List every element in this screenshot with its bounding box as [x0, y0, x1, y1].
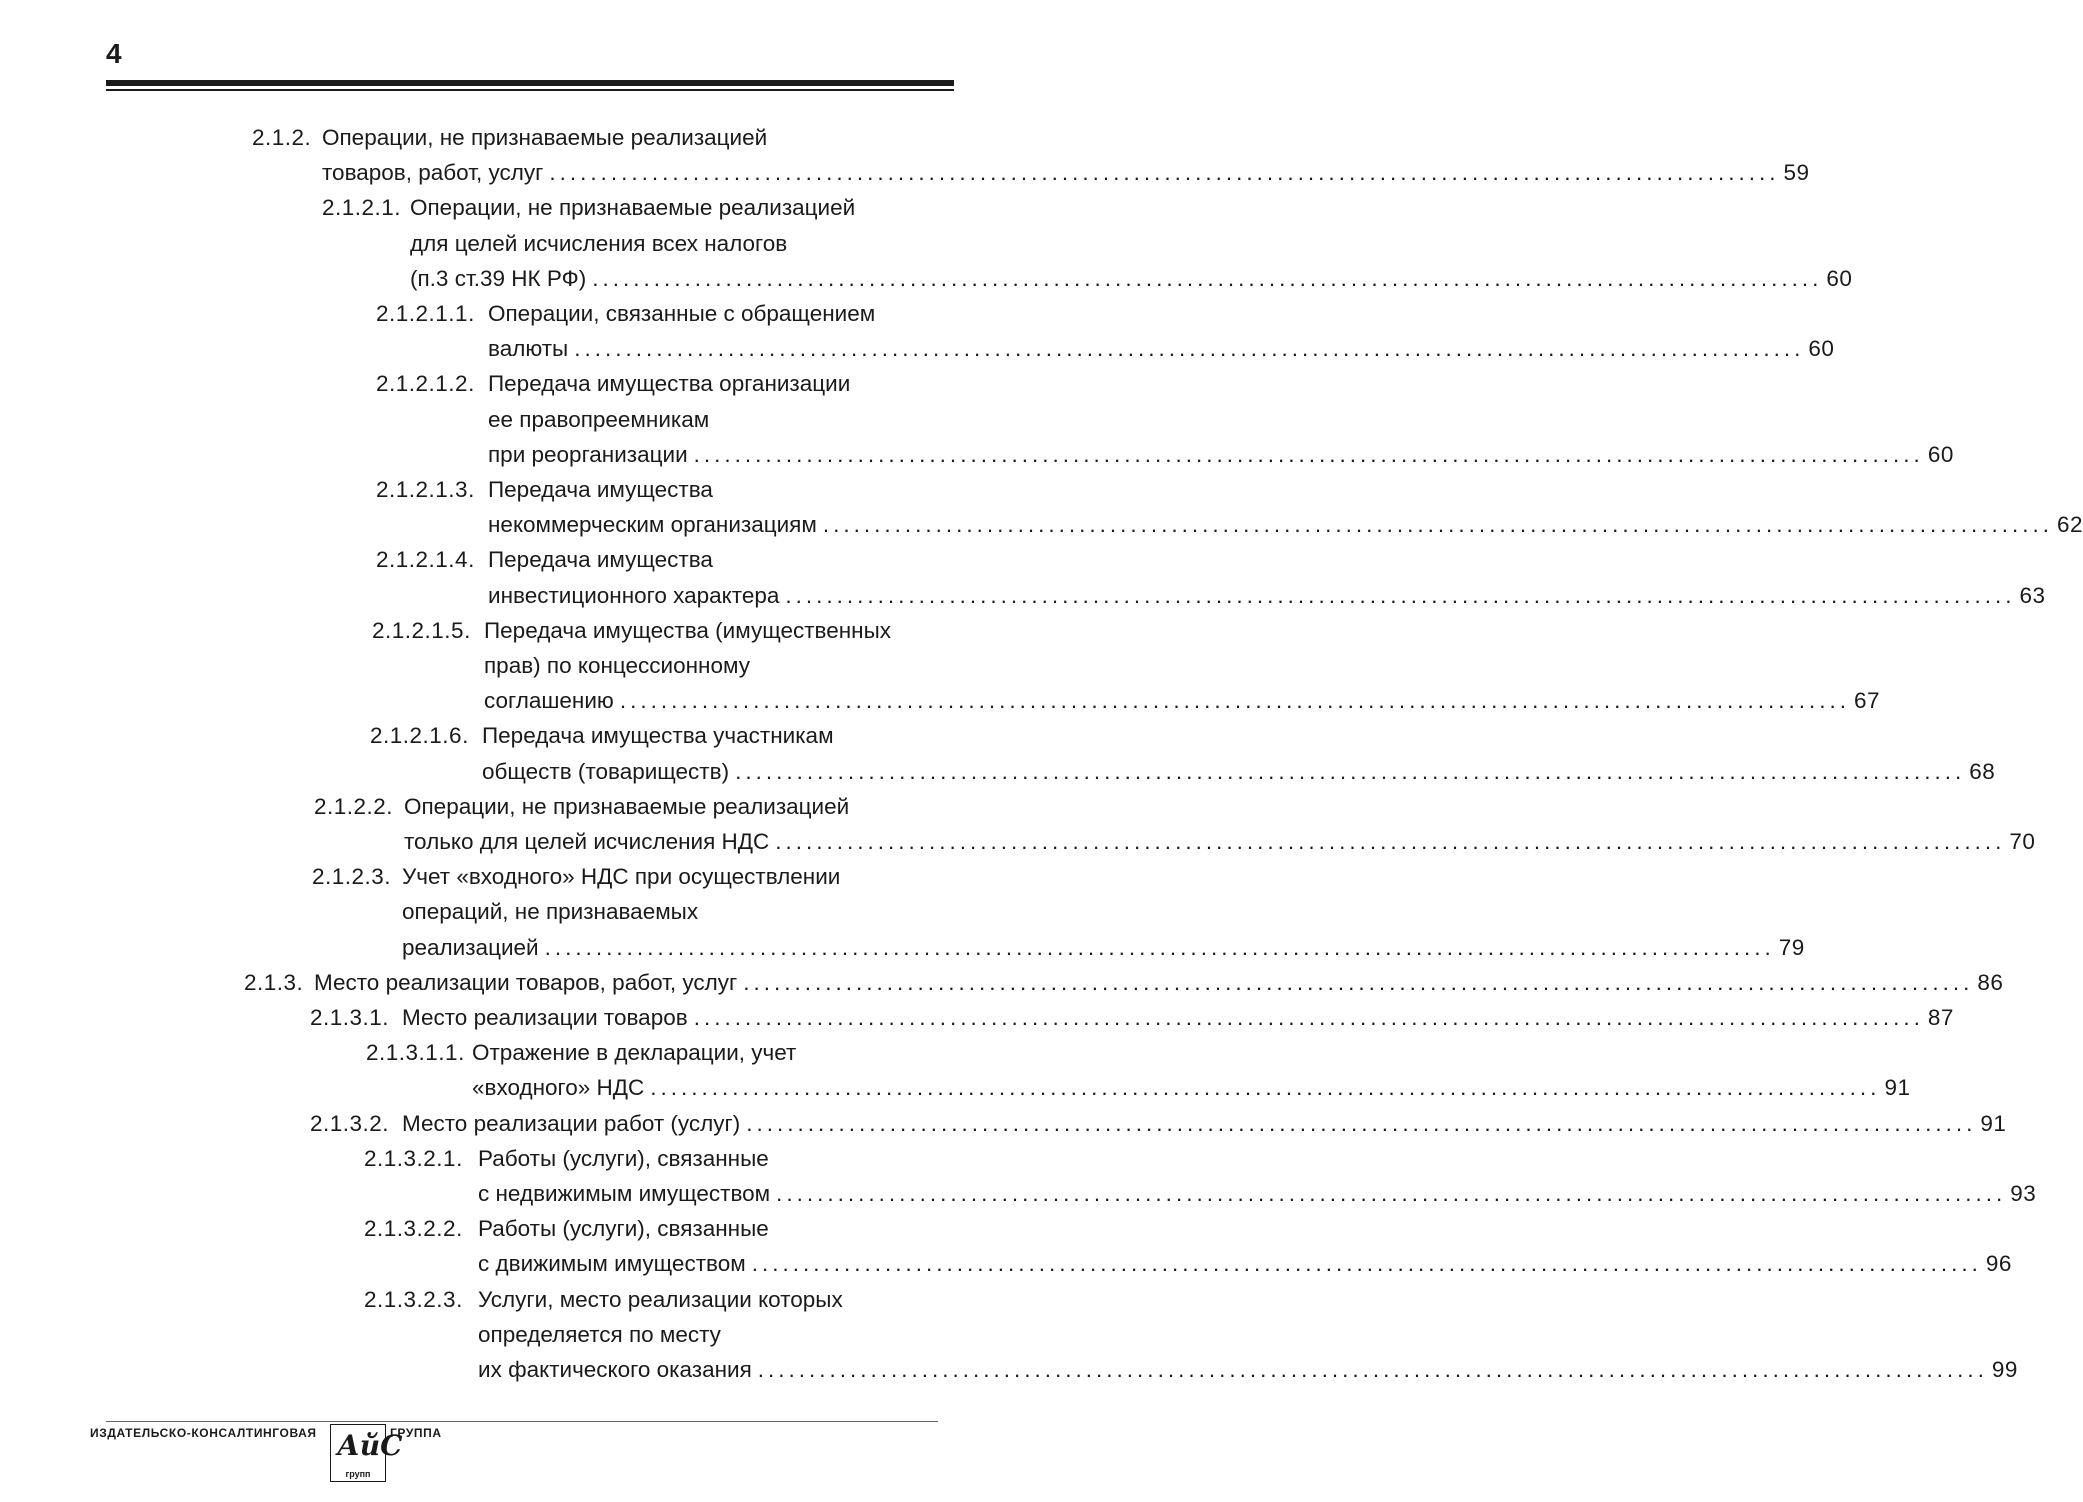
toc-page-number: 91 — [1884, 1075, 1911, 1101]
logo-mark: АйС — [337, 1429, 403, 1462]
toc-line — [404, 824, 2036, 860]
toc-page-number: 63 — [2019, 582, 2046, 608]
toc-entry-title: при реорганизации — [488, 441, 688, 467]
toc-line — [310, 1000, 1954, 1036]
toc-entry-title: Работы (услуги), связанные — [478, 1216, 769, 1242]
toc-entry-title: Передача имущества — [488, 477, 713, 502]
toc-entry-title: Операции, не признаваемые реализацией — [410, 195, 856, 221]
toc-line — [312, 859, 840, 895]
toc-line — [488, 507, 2083, 543]
toc-page-number: 60 — [1826, 265, 1853, 291]
toc-line — [484, 683, 1880, 719]
toc-entry-number: 2.1.2.3. — [312, 864, 392, 890]
toc-entry-title: определяется по месту — [478, 1321, 721, 1347]
toc-entry-number: 2.1.3.2.1. — [364, 1145, 463, 1171]
toc-page-number: 93 — [2010, 1181, 2037, 1206]
toc-leader-dots: ........................................................................................................................ — [743, 969, 1974, 995]
toc-entry-title: Операции, не признаваемые реализацией — [322, 125, 768, 150]
toc-entry-title: Место реализации товаров — [402, 1005, 688, 1030]
toc-entry-title: только для целей исчисления НДС — [404, 829, 770, 854]
toc-line — [370, 718, 834, 754]
toc-leader-dots: ........................................................................................................................ — [693, 1005, 1924, 1030]
toc-page-number: 86 — [1977, 969, 2004, 995]
toc-line — [364, 1282, 843, 1318]
toc-leader-dots: ........................................................................................................................ — [776, 1181, 2007, 1206]
toc-entry-title: Работы (услуги), связанные — [478, 1145, 769, 1171]
toc-leader-dots: ........................................................................................................................ — [785, 582, 2016, 608]
toc-line — [322, 155, 1810, 191]
toc-page-number: 87 — [1927, 1005, 1954, 1030]
publisher-name-right: ГРУППА — [390, 1426, 442, 1440]
toc-entry-title: реализацией — [402, 934, 539, 960]
toc-page-number: 62 — [2056, 512, 2083, 538]
toc-page-number: 99 — [1991, 1357, 2018, 1382]
toc-entry-title: с движимым имуществом — [478, 1251, 746, 1277]
toc-leader-dots: ........................................................................................................................ — [544, 934, 1775, 960]
toc-entry-title: Место реализации товаров, работ, услуг — [314, 969, 738, 995]
toc-leader-dots: ........................................................................................................................ — [775, 829, 2006, 854]
toc-entry-number: 2.1.2.2. — [314, 793, 394, 819]
toc-entry-number: 2.1.3.1.1. — [366, 1040, 465, 1066]
toc-entry-title: прав) по концессионному — [484, 653, 750, 678]
toc-entry-number: 2.1.2. — [252, 125, 312, 150]
toc-leader-dots: ........................................................................................................................ — [574, 336, 1805, 362]
toc-leader-dots: ........................................................................................................................ — [619, 688, 1850, 714]
toc-page-number: 79 — [1778, 934, 1805, 960]
toc-line — [372, 613, 891, 649]
toc-entry-title: для целей исчисления всех налогов — [410, 230, 788, 256]
toc-line — [478, 1352, 2018, 1388]
toc-entry-title: Услуги, место реализации которых — [478, 1286, 843, 1312]
toc-line — [376, 542, 713, 578]
toc-line — [484, 648, 750, 684]
toc-line — [310, 1106, 2007, 1142]
toc-line — [366, 1035, 796, 1071]
toc-entry-title: Отражение в декларации, учет — [472, 1040, 797, 1066]
toc-line — [402, 894, 698, 930]
toc-entry-title: Передача имущества организации — [488, 371, 851, 397]
toc-line — [478, 1317, 721, 1353]
header-rule-thin — [106, 89, 954, 91]
publisher-logo — [330, 1424, 403, 1482]
toc-entry-title: инвестиционного характера — [488, 582, 780, 608]
toc-entry-title: с недвижимым имуществом — [478, 1181, 771, 1206]
toc-page-number: 59 — [1783, 160, 1810, 186]
toc-page-number: 60 — [1808, 336, 1835, 362]
toc-entry-title: некоммерческим организациям — [488, 512, 817, 538]
toc-page-number: 70 — [2009, 829, 2036, 854]
toc-line — [488, 331, 1835, 367]
toc-entry-title: Операции, связанные с обращением — [488, 301, 876, 326]
page-number: 4 — [106, 38, 122, 69]
toc-entry-title: товаров, работ, услуг — [322, 160, 544, 186]
toc-entry-number: 2.1.2.1.2. — [376, 371, 475, 397]
toc-entry-title: операций, не признаваемых — [402, 899, 699, 925]
toc-line — [364, 1211, 769, 1247]
footer-rule — [106, 1421, 938, 1422]
toc-line — [376, 472, 713, 508]
toc-line — [478, 1246, 2012, 1282]
toc-leader-dots: ........................................................................................................................ — [735, 758, 1966, 784]
header-rule-thick — [106, 80, 954, 86]
toc-entry-title: их фактического оказания — [478, 1357, 752, 1382]
toc-entry-number: 2.1.3.2. — [310, 1110, 390, 1136]
toc-line — [410, 226, 787, 262]
toc-line — [410, 261, 1853, 297]
toc-entry-title: «входного» НДС — [472, 1075, 645, 1101]
toc-entry-number: 2.1.2.1. — [322, 195, 402, 221]
toc-entry-title: Передача имущества (имущественных — [484, 617, 892, 643]
toc-page-number: 96 — [1985, 1251, 2012, 1277]
toc-leader-dots: ........................................................................................................................ — [693, 441, 1924, 467]
toc-line — [488, 578, 2046, 614]
toc-entry-title: ее правопреемникам — [488, 406, 710, 432]
toc-line — [488, 437, 1954, 473]
toc-entry-title: валюты — [488, 336, 569, 362]
toc-entry-number: 2.1.3.2.3. — [364, 1286, 463, 1312]
toc-leader-dots: ........................................................................................................................ — [592, 265, 1823, 291]
toc-line — [472, 1070, 1911, 1106]
toc-leader-dots: ........................................................................................................................ — [746, 1110, 1977, 1136]
toc-page-number: 91 — [1980, 1110, 2007, 1136]
toc-leader-dots: ........................................................................................................................ — [751, 1251, 1982, 1277]
toc-page-number: 60 — [1927, 441, 1954, 467]
toc-entry-title: Операции, не признаваемые реализацией — [404, 793, 850, 819]
toc-leader-dots: ........................................................................................................................ — [822, 512, 2053, 538]
toc-entry-number: 2.1.3.2.2. — [364, 1216, 463, 1242]
toc-line — [482, 754, 1996, 790]
toc-entry-title: Передача имущества — [488, 547, 713, 573]
logo-subtitle: групп — [345, 1469, 371, 1479]
toc-page-number: 68 — [1969, 758, 1996, 784]
toc-entry-number: 2.1.2.1.4. — [376, 547, 475, 573]
toc-entry-title: Место реализации работ (услуг) — [402, 1110, 741, 1136]
toc-line — [364, 1141, 769, 1177]
toc-line — [314, 789, 849, 825]
toc-entry-title: соглашению — [484, 688, 614, 714]
toc-line — [402, 930, 1805, 966]
toc-entry-number: 2.1.2.1.3. — [376, 477, 475, 502]
toc-entry-number: 2.1.2.1.5. — [372, 617, 471, 643]
toc-entry-title: (п.3 ст.39 НК РФ) — [410, 265, 587, 291]
toc-line — [252, 120, 767, 156]
toc-page-number: 67 — [1853, 688, 1880, 714]
toc-entry-title: Учет «входного» НДС при осуществлении — [402, 864, 841, 890]
toc-line — [376, 366, 850, 402]
toc-line — [244, 965, 2004, 1001]
toc-leader-dots: ........................................................................................................................ — [650, 1075, 1881, 1101]
toc-line — [478, 1176, 2037, 1212]
toc-entry-title: Передача имущества участникам — [482, 723, 834, 749]
toc-entry-number: 2.1.3.1. — [310, 1005, 390, 1030]
toc-line — [322, 190, 855, 226]
publisher-name-left: ИЗДАТЕЛЬСКО-КОНСАЛТИНГОВАЯ — [90, 1426, 317, 1440]
toc-leader-dots: ........................................................................................................................ — [549, 160, 1780, 186]
toc-line — [488, 402, 709, 438]
toc-leader-dots: ........................................................................................................................ — [757, 1357, 1988, 1382]
toc-entry-number: 2.1.2.1.6. — [370, 723, 469, 749]
toc-line — [376, 296, 875, 332]
toc-entry-number: 2.1.3. — [244, 969, 304, 995]
toc-entry-title: обществ (товариществ) — [482, 758, 730, 784]
toc-entry-number: 2.1.2.1.1. — [376, 301, 475, 326]
